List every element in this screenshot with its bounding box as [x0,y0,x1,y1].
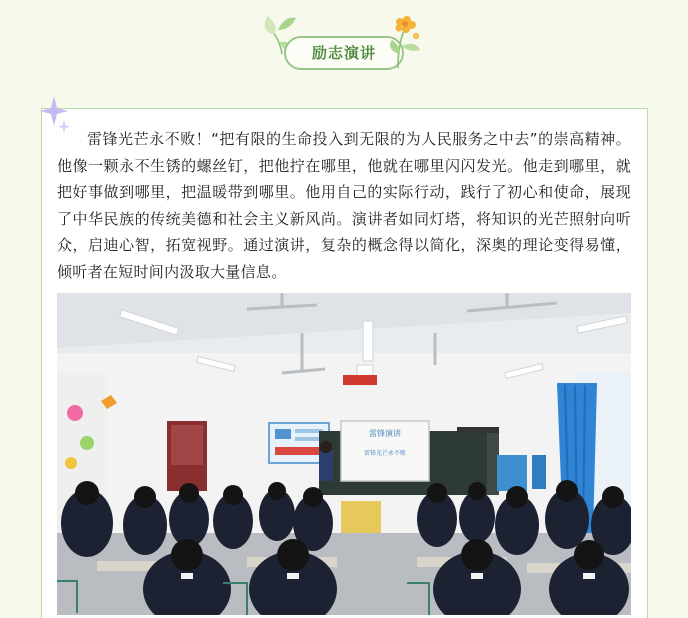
section-title: 励志演讲 [311,44,376,62]
screen-subtitle: 雷锋光芒永不败 [363,450,407,457]
section-banner [262,10,428,72]
flower-icon [384,12,424,68]
classroom-lecture-photo [57,293,631,615]
article-paragraph: 雷锋光芒永不败！“把有限的生命投入到无限的为人民服务之中去”的崇高精神。他像一颗永不生锈的螺丝钉，把他拧在哪里，他就在哪里闪闪发光。他走到哪里，就把好事做到哪里，把温暖带到哪里。他用自己的实际行动，践行了初心和使命，展现了中华民族的传统美德和社会主义新风尚。演讲者如同灯塔，将知识的光芒照射向听众，启迪心智，拓宽视野。通过演讲，复杂的概念得以简化，深奥的理论变得易懂，倾听者在短时间内汲取大量信息。 [57,130,631,281]
screen-title: 雷锋演讲 [369,429,401,438]
